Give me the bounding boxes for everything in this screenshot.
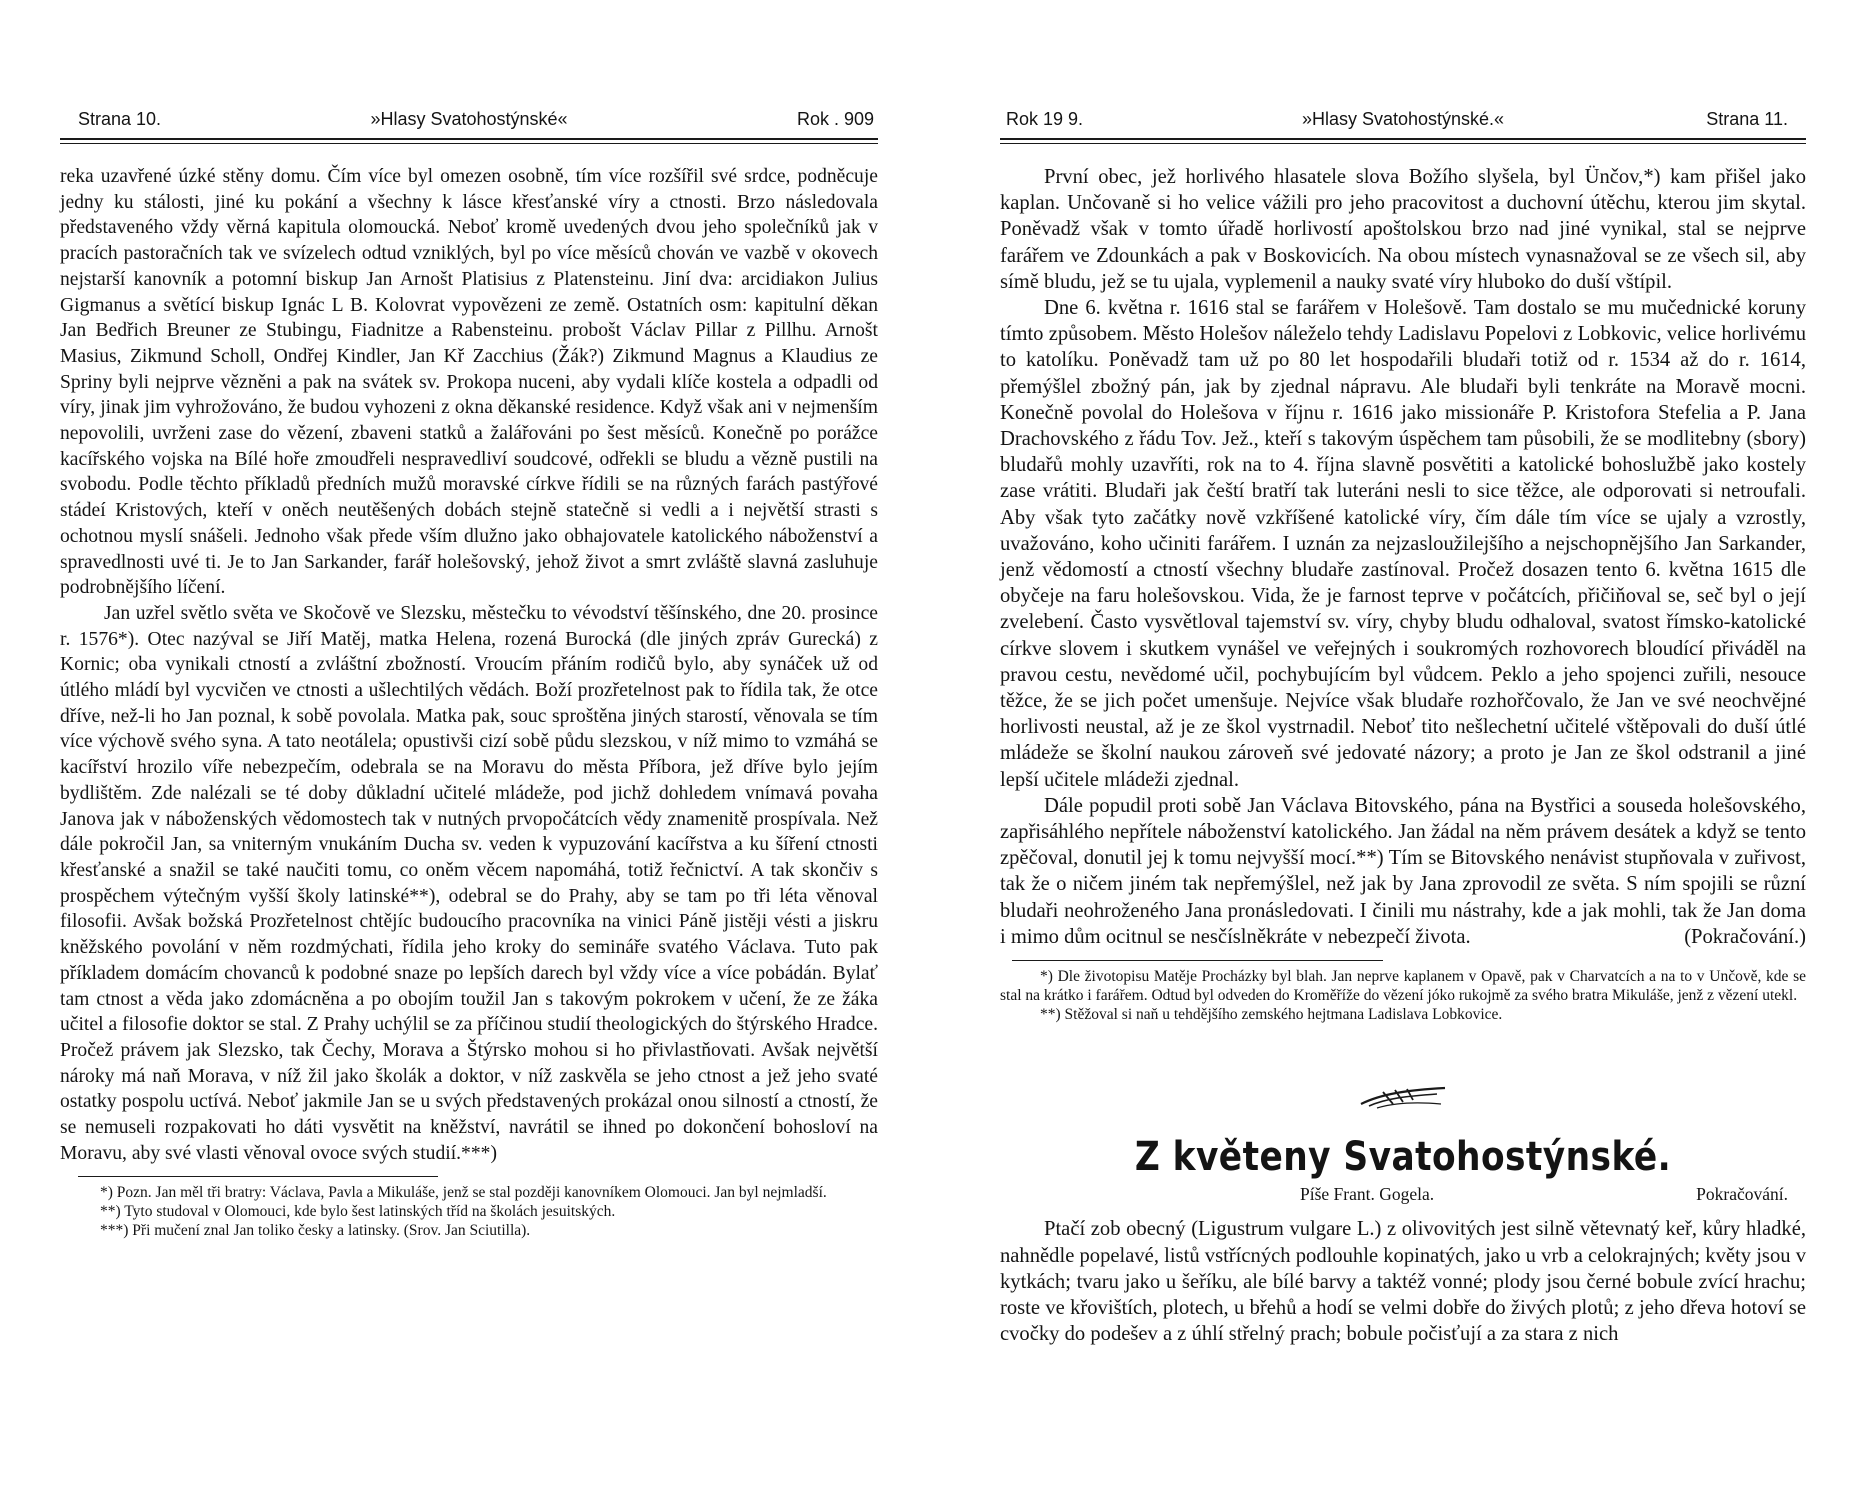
continued-note: (Pokračování.) [1684, 926, 1806, 949]
left-running-head [60, 108, 878, 130]
right-body-text [1000, 164, 1806, 950]
left-page-number: Strana 10. [78, 109, 162, 129]
article-title: Z květeny Svatohostýnské. [1134, 1134, 1672, 1181]
footnote: **) Stěžoval si naň u tehdějšího zemského hejtmana Ladislava Lobkovice. [1040, 1006, 1503, 1024]
right-journal-title: »Hlasy Svatohostýnské.« [1301, 109, 1505, 129]
left-journal-title: »Hlasy Svatohostýnské« [370, 109, 568, 129]
quill-icon [1357, 1084, 1449, 1110]
right-paragraph: První obec, jež horlivého hlasatele slova Božího slyšela, byl Ünčov,*) kam přišel jako kaplan. Unčovaně si ho velice vážili pro jeho pracovitost a duchovní útěchu, kterou jim skytal. Poněvadž však v tomto úřadě horlivostí apoštolskou brzo nad jiné vynikal, stal se nejprve farářem ve Zdounkách a pak v Boskovicích. Na obou místech vynasnažoval se ze všech sil, aby símě bludu, jež se tu ujala, vyplemenil a nauky svaté víry hluboko do duší vštípil. [1000, 166, 1806, 293]
article-body [1000, 1216, 1806, 1347]
footnote: **) Tyto studoval v Olomouci, kde bylo šest latinských tříd na školách jesuitských. [100, 1203, 616, 1221]
left-paragraph: reka uzavřené úzké stěny domu. Čím více byl omezen osobně, tím více rozšířil své srdce, podněcuje jedny ku stálosti, jiné ku pokání a všechny k lásce křesťanské víry a ctnosti. Brzo následovala představeného vždy věrná kapitula olomoucká. Neboť kromě uvedených dvou jeho společníků jak v pracích pastoračních tak ve svízelech odtud vzniklých, byl po více měsíců chován ve vazbě v okovech nejstarší kanovník a potomní biskup Jan Arnošt Platisius z Platensteinu. Jiní dva: arcidiakon Julius Gigmanus a světící biskup Ignác L B. Kolovrat vypovězeni ze země. Ostatních osm: kapitulní děkan Jan Bedřich Breuner ze Stubingu, Fiadnitze a Rabensteinu. probošt Václav Pillar z Pillhu. Arnošt Masius, Zikmund Scholl, Ondřej Kindler, Jan Kř Zacchius (Žák?) Zikmund Magnus a Klaudius ze Spriny byli nejprve vězněni a pak na svátek sv. Prokopa nuceni, aby vydali klíče kostela a odpadli od víry, jinak jim vyhrožováno, že budou vyhozeni z okna děkanské residence. Když však ani v nejmenším nepovolili, uvrženi zase do vězení, zbaveni statků a žalářováni po šest měsíců. Konečně po porážce kacířského vojska na Bílé hoře zmoudřeli nespravedliví soudcové, odřekli se bludu a vězně pustili na svobodu. Podle těchto příkladů předních mužů moravské církve řídili se na různých farách pastýřové stádeí Kristových, kteří v oněch neutěšených dobách stejně statečně si vedli a i největší strasti s ochotnou myslí snášeli. Jednoho však přede vším dlužno jako obhajovatele katolického náboženství a spravedlnosti uvé ti. Je to Jan Sarkander, farář holešovský, jehož život a smrt zvláště slavná zasluhuje podrobnějšího líčení. [60, 166, 878, 599]
footnote: *) Pozn. Jan měl tři bratry: Václava, Pavla a Mikuláše, jenž se stal později kanovníkem Olomouci. Jan byl nejmladší. [100, 1184, 827, 1202]
article-paragraph: Ptačí zob obecný (Ligustrum vulgare L.) z olivovitých jest silně větevnatý keř, kůry hladké, nahnědle popelavé, listů vstřícných podlouhle kopinatých, jako u vrb a celokrajných; květy jsou v kytkách; tvaru jako u šeříku, ale bílé barvy a taktéž vonné; plody jsou černé bobule zvící hrachu; roste ve křovištích, plotech, u břehů a hodí se velmi dobře do živých plotů; z jeho dřeva hotoví se cvočky do podešev a z úhlí střelný prach; bobule počisťují a za stara z nich [1000, 1218, 1806, 1346]
right-footnote-rule [1012, 960, 1383, 961]
left-page [60, 108, 878, 1240]
article-byline [1000, 1184, 1806, 1210]
right-page-number: Strana 11. [1706, 109, 1788, 129]
right-paragraph: Dne 6. května r. 1616 stal se farářem v Holešově. Tam dostalo se mu mučednické koruny tímto způsobem. Město Holešov náleželo tehdy Ladislavu Popelovi z Lobkovic, velice horlivému to katolíku. Poněvadž tam už po 80 let hospodařili bludaři totiž od r. 1534 až do r. 1614, přemýšlel zbožný pán, jak by zjednal nápravu. Ale bludaři byli tenkráte na Moravě mocni. Konečně povolal do Holešova v říjnu r. 1616 jako missionáře P. Kristofora Stefelia a P. Jana Drachovského z řádu Tov. Jež., kteří s takovým úspěchem tam působili, že se modlitebny (sbory) bludařů mohly uzavříti, rok na to 4. října slavně posvětiti a katolické bohoslužbě jako kostely zase vrátiti. Bludaři jak čeští bratří tak luteráni nesli to sice těžce, ale odporovati si netroufali. Aby však tyto začátky nově vzkříšené katolické víry, čím dále tím více se ujaly a vzrostly, uvažováno, koho učiniti farářem. I uznán za nejzasloužilejšího a nejschopnějšího Jan Sarkander, jenž vědomostí a ctností všechny bludaře zastínoval. Pročež dosazen tento 6. května 1615 dle obyčeje na faru holešovskou. Vida, že je farnost teprve v počátcích, přičiňoval se, seč byl o její zvelebení. Často vysvětloval tajemství sv. víry, chyby bludu odhaloval, svatost římsko-katolické církve slovem i skutkem vynášel ve veřejných i soukromých rozhovorech bloudící přiváděl na pravou cestu, nevědomé učil, pochybujícím byl vůdcem. Peklo a jeho spojenci zuřili, nesouce těžce, že se jich počet umenšuje. Nejvíce však bludaře rozhořčovalo, že Jan ve své neochvějné horlivosti neustal, až je ze škol vystrnadil. Neboť tito nešlechetní učitelé vštěpovali do duší útlé mládeže se školní naukou zároveň své jedovaté názory; a proto je Jan ze škol odstranil a jiné lepší učitele mládeži zjednal. [1000, 297, 1806, 791]
left-year: Rok . 909 [796, 109, 874, 129]
right-header-rule [1000, 138, 1806, 144]
right-year: Rok 19 9. [1006, 109, 1084, 129]
footnote: *) Dle životopisu Matěje Procházky byl blah. Jan neprve kaplanem v Opavě, pak v Charvatcích a na to v Unčově, kde se stal na krátko i farářem. Odtud byl odveden do Kroměříže do vězení jóko rukojmě za svého bratra Mikuláše, jenž z vězení utekl. [1000, 968, 1806, 1005]
article-continuation: Pokračování. [1696, 1184, 1788, 1205]
left-body-text [60, 164, 878, 1166]
left-footnotes [60, 1183, 878, 1240]
left-header-rule [60, 138, 878, 144]
quill-flourish-ornament [1000, 1084, 1806, 1110]
right-paragraph: Dále popudil proti sobě Jan Václava Bitovského, pána na Bystřici a souseda holešovského, zapřisáhlého nepřítele náboženství katolického. Jan žádal na něm právem desátek a když se tento zpěčoval, donutil jej k tomu nejvyšší mocí.**) Tím se Bitovského nenávist stupňovala v zuřivost, tak že o ničem jiném tak nepřemýšlel, než jak by Jana zprovodil ze světa. S ním spojili se různí bludaři neohroženého Jana pronásledovati. I činili mu nástrahy, kde a jak mohli, tak že Jan doma i mimo dům ocitnul se nesčíslněkráte v nebezpečí života. [1000, 794, 1806, 948]
footnote: ***) Při mučení znal Jan toliko česky a latinsky. (Srov. Jan Sciutilla). [100, 1222, 531, 1240]
article-author: Píše Frant. Gogela. [1300, 1184, 1435, 1205]
right-footnotes [1000, 967, 1806, 1024]
right-page [1000, 108, 1806, 1347]
right-running-head [1000, 108, 1806, 130]
left-paragraph: Jan uzřel světlo světa ve Skočově ve Slezsku, městečku to vévodství těšínského, dne 20. prosince r. 1576*). Otec nazýval se Jiří Matěj, matka Helena, rozená Burocká (dle jiných zpráv Gurecká) z Kornic; oba vynikali ctností a zvláštní zbožností. Vroucím přáním rodičů bylo, aby synáček už od útlého mládí byl vycvičen ve ctnosti a ušlechtilých vědách. Boží prozřetelnost pak to řídila tak, že otce dříve, než-li ho Jan poznal, k sobě povolala. Matka pak, souc sproštěna jiných starostí, věnovala se tím více výchově svého syna. A tato neotálela; opustivši cizí sobě půdu slezskou, v níž mimo to vzmáhá se kacířství hrozilo víře nebezpečím, odebrala se na Moravu do města Příbora, jež dříve bylo jejím bydlištěm. Zde nalézali se té doby důkladní učitelé mládeže, pod jichž dohledem vnímavá povaha Janova jak v náboženských vědomostech tak v nutných prvopočátcích vědy znamenitě prospívala. Než dále pokročil Jan, sa vniterným vnukáním Ducha sv. veden k vypuzování kacířstva a ku šíření ctnosti křesťanské a snažil se také naučiti tomu, co oněm věcem napomáhá, totiž řečnictví. A tak skončiv s prospěchem výtečným vyšší školy latinské**), odebral se do Prahy, aby se tam po tři léta věnoval filosofii. Avšak božská Prozřetelnost chtějíc budoucího pracovníka na vinici Páně jistěji vésti a jiskru kněžského povolání v něm rozdmýchati, řídila jeho kroky do semináře svatého Václava. Tuto pak příkladem domácím chovanců k podobné snaze po lepších darech byl vždy více a více pobádán. Bylať tam ctnost a věda jako zdomácněna a po obojím toužil Jan s takovým pokrokem v učení, že ze žáka učitel a filosofie doktor se stal. Z Prahy uchýlil se za příčinou studií theologických do štýrského Hradce. Pročež právem jak Slezsko, tak Čechy, Morava a Štýrsko mohou si ho přivlastňovati. Avšak největší nároky má naň Morava, v níž žil jako školák a doktor, v níž zaskvěla se jeho ctnost a jež jeho svaté ostatky pospolu uctívá. Neboť jakmile Jan se u svých představených prokázal onou silností a ctností, že se nemuseli rozpakovati ho dáti vysvětit na kněžství, navrátil se ihned po dokončení bohosloví na Moravu, aby své vlasti věnoval ovoce svých studií.***) [60, 602, 878, 1164]
left-footnote-rule [78, 1176, 438, 1177]
